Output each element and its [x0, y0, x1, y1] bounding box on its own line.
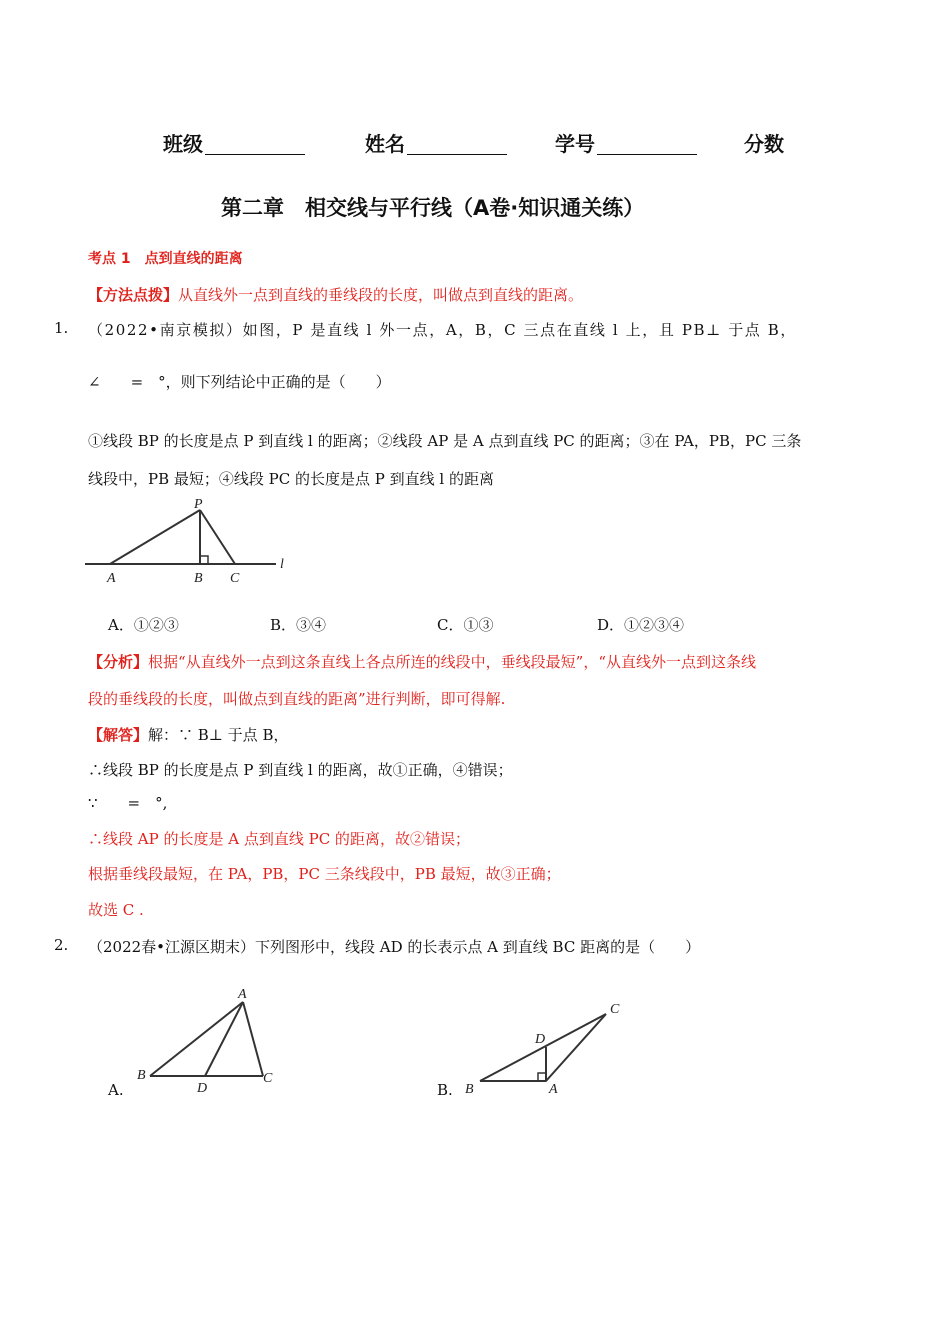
segment-ba: [150, 1002, 243, 1076]
method-tag: 【方法点拨】: [88, 286, 179, 304]
label-c: C: [263, 1071, 273, 1086]
q1-solution1: ∴线段 BP 的长度是点 P 到直线 l 的距离，故①正确，④错误；: [88, 761, 513, 779]
q2-option-a[interactable]: A.: [108, 1081, 124, 1099]
name-field[interactable]: [365, 128, 507, 157]
q1-option-a[interactable]: A．①②③: [108, 616, 179, 634]
q1-number: 1.: [54, 319, 69, 337]
segment-ac: [546, 1014, 606, 1081]
class-blank[interactable]: [205, 134, 305, 155]
q1-statement1: ①线段 BP 的长度是点 P 到直线 l 的距离；②线段 AP 是 A 点到直线 PC 的距离；③在 PA，PB，PC 三条: [88, 432, 802, 450]
q1-statement2: 线段中，PB 最短；④线段 PC 的长度是点 P 到直线 l 的距离: [88, 470, 494, 488]
class-label: 班级: [163, 132, 203, 156]
q2-text: （2022春•江源区期末）下列图形中，线段 AD 的长表示点 A 到直线 BC 距离的是（ ）: [88, 938, 701, 956]
q1-analysis-line2: 段的垂线段的长度，叫做点到直线的距离”进行判断，即可得解.: [88, 690, 506, 708]
q2-option-b[interactable]: B.: [437, 1081, 453, 1099]
id-field[interactable]: [555, 128, 697, 157]
label-b: B: [137, 1068, 146, 1083]
q1-solution2: ∵ = °,: [88, 794, 168, 812]
right-angle-mark: [200, 556, 208, 564]
label-d: D: [197, 1081, 208, 1096]
right-angle-mark: [538, 1073, 546, 1081]
q1-option-c[interactable]: C．①③: [437, 616, 494, 634]
method-tip: [88, 284, 583, 305]
id-label: 学号: [555, 132, 595, 156]
q2-number: 2.: [54, 936, 69, 954]
label-p: P: [194, 497, 203, 512]
q1-solution4: 根据垂线段最短，在 PA，PB，PC 三条线段中，PB 最短，故③正确；: [88, 865, 561, 883]
label-b: B: [465, 1082, 474, 1097]
q1-solution5: 故选 C .: [88, 901, 144, 919]
segment-ad: [205, 1002, 243, 1076]
label-c: C: [230, 571, 240, 586]
segment-pa: [110, 510, 200, 564]
method-text: 从直线外一点到直线的垂线段的长度，叫做点到直线的距离。: [178, 286, 584, 304]
label-d: D: [535, 1032, 546, 1047]
q1-line2: ∠ = °，则下列结论中正确的是（ ）: [88, 373, 391, 391]
label-a: A: [107, 571, 116, 586]
q1-figure: [80, 494, 300, 589]
label-a: A: [549, 1082, 558, 1097]
class-field[interactable]: [163, 128, 305, 157]
label-c: C: [610, 1002, 620, 1017]
q2-figure-b[interactable]: [460, 996, 640, 1100]
section-label: 考点 1 点到直线的距离: [88, 251, 243, 267]
label-l: l: [280, 557, 284, 572]
segment-bc: [480, 1014, 606, 1081]
id-blank[interactable]: [597, 134, 697, 155]
score-label: 分数: [744, 132, 784, 156]
q1-option-d[interactable]: D．①②③④: [597, 616, 685, 634]
name-blank[interactable]: [407, 134, 507, 155]
q1-solution3: ∴线段 AP 的长度是 A 点到直线 PC 的距离，故②错误；: [88, 830, 470, 848]
q1-answer-head: [88, 724, 288, 745]
analysis-text1: 根据“从直线外一点到这条直线上各点所连的线段中，垂线段最短”，“从直线外一点到这条线: [148, 653, 757, 671]
label-b: B: [194, 571, 203, 586]
answer-tag: 【解答】: [88, 726, 149, 744]
name-label: 姓名: [365, 132, 405, 156]
q2-figure-a[interactable]: [130, 980, 290, 1100]
q1-line1: （2022•南京模拟）如图，P 是直线 l 外一点，A，B，C 三点在直线 l 上，且 PB⊥ 于点 B，: [88, 321, 798, 339]
analysis-tag: 【分析】: [88, 653, 149, 671]
q1-analysis-line1: [88, 651, 756, 672]
segment-ac: [243, 1002, 263, 1076]
answer-head-text: 解：∵ B⊥ 于点 B，: [148, 726, 289, 744]
label-a: A: [238, 987, 247, 1002]
page-title: 第二章 相交线与平行线（A卷·知识通关练）: [221, 196, 645, 220]
q1-option-b[interactable]: B．③④: [270, 616, 327, 634]
